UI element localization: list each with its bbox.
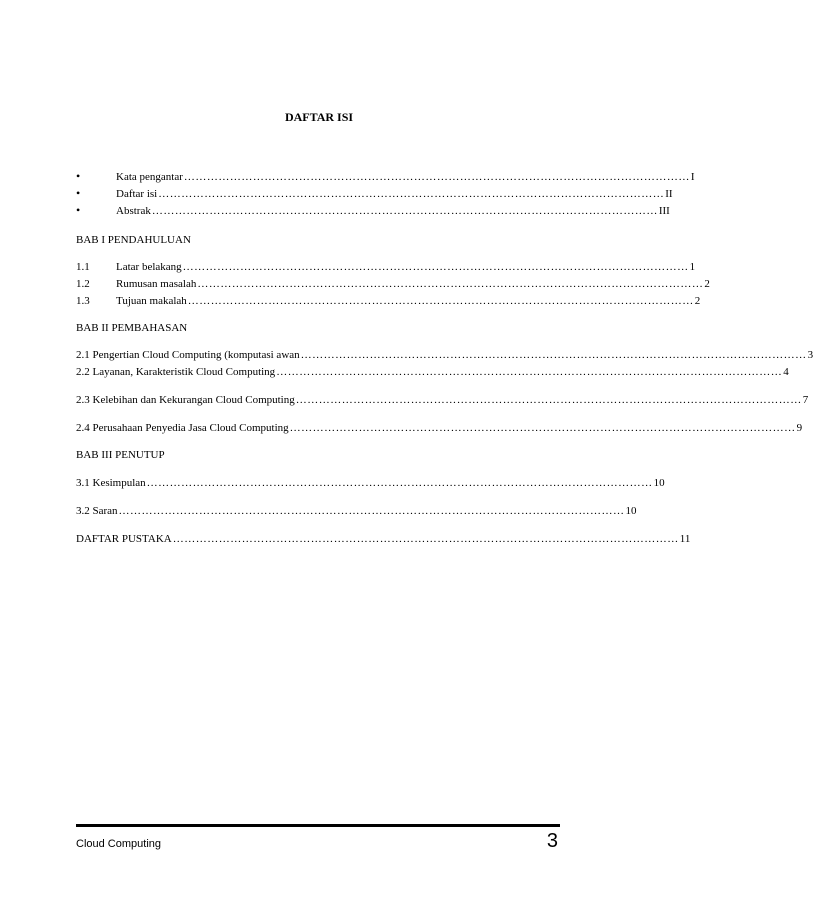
toc-entry-page: III: [658, 205, 670, 217]
toc-entry-number: 1.2: [76, 278, 90, 290]
section-heading-bab-3: BAB III PENUTUP: [76, 449, 165, 461]
dot-leader: ……………………………………………………………………………………………………………………: [151, 205, 658, 217]
toc-entry-page: 10: [625, 505, 637, 517]
dot-leader: ……………………………………………………………………………………………………………………: [276, 366, 783, 378]
toc-entry-2-2: [76, 365, 789, 379]
dot-leader: ……………………………………………………………………………………………………………………: [187, 295, 694, 307]
toc-entry-text: 2.3 Kelebihan dan Kekurangan Cloud Computing: [76, 394, 295, 406]
toc-entry-text: Rumusan masalah: [116, 278, 197, 290]
toc-entry-abstrak: [76, 203, 670, 218]
toc-entry-text: DAFTAR PUSTAKA: [76, 533, 172, 545]
bullet-icon: •: [76, 169, 81, 183]
toc-entry-1-1: [76, 260, 696, 274]
toc-entry-text: 3.1 Kesimpulan: [76, 477, 146, 489]
toc-entry-2-3: [76, 393, 809, 407]
dot-leader: ……………………………………………………………………………………………………………………: [146, 477, 653, 489]
toc-entry-text: 3.2 Saran: [76, 505, 118, 517]
toc-entry-page: 7: [802, 394, 809, 406]
dot-leader: ……………………………………………………………………………………………………………………: [295, 394, 802, 406]
toc-entry-text: Abstrak: [116, 205, 151, 217]
page-title: DAFTAR ISI: [284, 110, 354, 124]
toc-entry-3-2: [76, 504, 637, 518]
dot-leader: ……………………………………………………………………………………………………………………: [289, 422, 796, 434]
footer-page-number: 3: [546, 830, 558, 852]
toc-entry-text: Daftar isi: [116, 188, 158, 200]
dot-leader: ……………………………………………………………………………………………………………………: [197, 278, 704, 290]
dot-leader: ……………………………………………………………………………………………………………………: [182, 261, 689, 273]
toc-entry-page: 4: [783, 366, 789, 378]
toc-entry-page: 11: [679, 533, 691, 545]
toc-entry-1-3: [76, 294, 701, 308]
toc-entry-2-1: [76, 348, 813, 362]
toc-entry-page: 10: [653, 477, 665, 489]
dot-leader: ……………………………………………………………………………………………………………………: [158, 188, 665, 200]
toc-entry-text: 2.4 Perusahaan Penyedia Jasa Cloud Computing: [76, 422, 289, 434]
footer-title: Cloud Computing: [76, 838, 161, 850]
toc-entry-page: I: [690, 171, 695, 183]
toc-entry-number: 1.3: [76, 295, 90, 307]
toc-entry-page: 3: [807, 349, 813, 361]
dot-leader: ……………………………………………………………………………………………………………………: [300, 349, 807, 361]
toc-entry-text: 2.1 Pengertian Cloud Computing (komputasi awan: [76, 349, 300, 361]
toc-entry-page: 2: [694, 295, 701, 307]
toc-entry-text: Kata pengantar: [116, 171, 183, 183]
toc-entry-text: Latar belakang: [116, 261, 182, 273]
toc-entry-page: 1: [689, 261, 696, 273]
footer-divider: [76, 824, 560, 827]
toc-entry-text: 2.2 Layanan, Karakteristik Cloud Computing: [76, 366, 276, 378]
toc-entry-number: 1.1: [76, 261, 90, 273]
toc-entry-page: 2: [704, 278, 710, 290]
bullet-icon: •: [76, 203, 81, 217]
toc-entry-page: II: [665, 188, 673, 200]
toc-entry-daftar-pustaka: [76, 532, 691, 546]
toc-entry-text: Tujuan makalah: [116, 295, 187, 307]
toc-entry-daftar-isi: [76, 186, 673, 201]
bullet-icon: •: [76, 186, 81, 200]
section-heading-bab-1: BAB I PENDAHULUAN: [76, 234, 191, 246]
section-heading-bab-2: BAB II PEMBAHASAN: [76, 322, 188, 334]
toc-entry-2-4: [76, 421, 803, 435]
toc-entry-page: 9: [796, 422, 803, 434]
toc-entry-1-2: [76, 277, 710, 291]
dot-leader: ……………………………………………………………………………………………………………………: [172, 533, 679, 545]
toc-entry-kata-pengantar: [76, 169, 695, 184]
dot-leader: ……………………………………………………………………………………………………………………: [118, 505, 625, 517]
dot-leader: ……………………………………………………………………………………………………………………: [183, 171, 690, 183]
toc-entry-3-1: [76, 476, 665, 490]
